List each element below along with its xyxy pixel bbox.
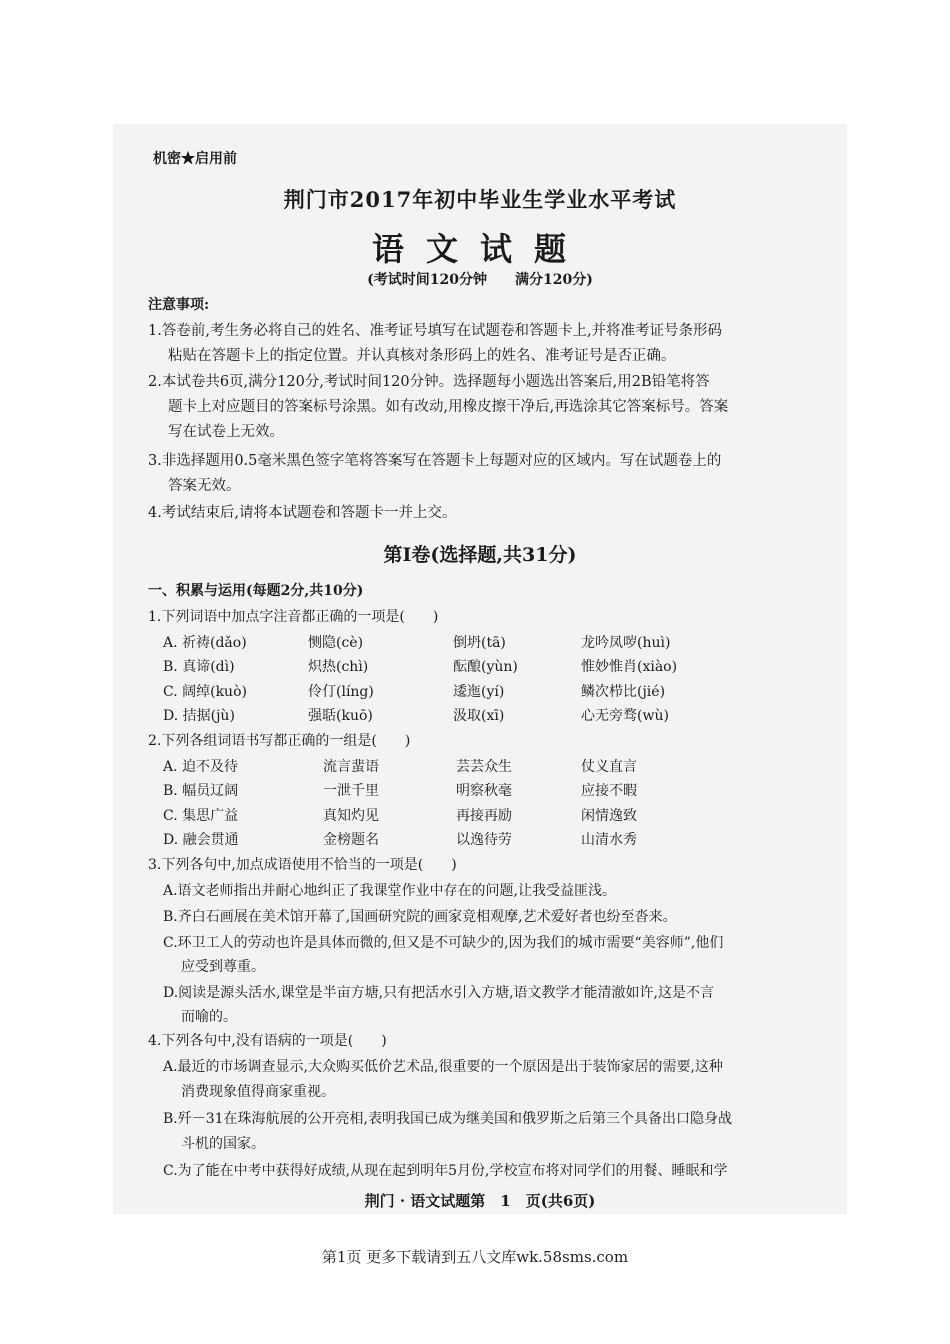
q1-option: 倒坍(tā) xyxy=(453,635,506,651)
q3-option: B.齐白石画展在美术馆开幕了,国画研究院的画家竞相观摩,艺术爱好者也纷至沓来。 xyxy=(163,909,677,925)
note-line: 写在试卷上无效。 xyxy=(168,424,284,440)
question-3-stem: 3.下列各句中,加点成语使用不恰当的一项是( ) xyxy=(148,857,457,873)
q2-option: 仗义直言 xyxy=(581,759,637,775)
note-line: 3.非选择题用0.5毫米黑色签字笔将答案写在答题卡上每题对应的区域内。写在试题卷上的 xyxy=(148,453,722,469)
exam-page-scan xyxy=(113,124,847,1214)
notes-heading: 注意事项: xyxy=(148,297,210,313)
note-line: 答案无效。 xyxy=(168,478,241,494)
q4-option: A.最近的市场调查显示,大众购买低价艺术品,很重要的一个原因是出于装饰家居的需要,这种 xyxy=(163,1059,723,1075)
q2-option: 流言蜚语 xyxy=(323,759,379,775)
q1-option: 鳞次栉比(jié) xyxy=(581,684,666,700)
question-4-stem: 4.下列各句中,没有语病的一项是( ) xyxy=(148,1033,387,1049)
q1-option: 龙吟凤哕(huì) xyxy=(581,635,671,651)
part-heading: 一、积累与运用(每题2分,共10分) xyxy=(148,583,364,599)
q2-option: B. 幅员辽阔 xyxy=(163,783,239,799)
subject-title: 语文试题 xyxy=(371,230,588,268)
q1-option: 酝酿(yùn) xyxy=(453,659,518,675)
time-info: (考试时间120分钟 满分120分) xyxy=(367,272,593,288)
q3-option: 应受到尊重。 xyxy=(181,959,265,975)
secret-label: 机密★启用前 xyxy=(153,151,237,167)
q3-option: A.语文老师指出并耐心地纠正了我课堂作业中存在的问题,让我受益匪浅。 xyxy=(163,883,617,899)
q2-option: 以逸待劳 xyxy=(456,832,512,848)
q2-option: 芸芸众生 xyxy=(456,759,512,775)
q4-option: 斗机的国家。 xyxy=(181,1136,265,1152)
q3-option: C.环卫工人的劳动也许是具体而微的,但又是不可缺少的,因为我们的城市需要“美容师”,他们 xyxy=(163,935,724,951)
q2-option: C. 集思广益 xyxy=(163,808,239,824)
q1-option: 炽热(chì) xyxy=(308,659,369,675)
note-line: 1.答卷前,考生务必将自己的姓名、准考证号填写在试题卷和答题卡上,并将准考证号条形码 xyxy=(148,323,723,339)
note-line: 4.考试结束后,请将本试题卷和答题卡一并上交。 xyxy=(148,505,457,521)
q3-option: D.阅读是源头活水,课堂是半亩方塘,只有把活水引入方塘,语文教学才能清澈如许,这是不言 xyxy=(163,985,714,1001)
note-line: 2.本试卷共6页,满分120分,考试时间120分钟。选择题每小题选出答案后,用2B铅笔将答 xyxy=(148,374,710,390)
q1-option: D. 拮据(jù) xyxy=(163,708,235,724)
q1-option: C. 阔绰(kuò) xyxy=(163,684,247,700)
q2-option: 再接再励 xyxy=(456,808,512,824)
q1-option: 恻隐(cè) xyxy=(308,635,364,651)
q3-option: 而喻的。 xyxy=(181,1009,237,1025)
q1-option: B. 真谛(dì) xyxy=(163,659,235,675)
q1-option: A. 祈祷(dǎo) xyxy=(163,635,247,651)
note-line: 粘贴在答题卡上的指定位置。并认真核对条形码上的姓名、准考证号是否正确。 xyxy=(168,348,676,364)
question-2-stem: 2.下列各组词语书写都正确的一组是( ) xyxy=(148,733,411,749)
q2-option: 山清水秀 xyxy=(581,832,637,848)
q1-option: 强聒(kuō) xyxy=(308,708,373,724)
q2-option: A. 迫不及待 xyxy=(163,759,239,775)
page-footer: 荆门 · 语文试题第 1 页(共6页) xyxy=(364,1192,596,1210)
q4-option: B.歼－31在珠海航展的公开亮相,表明我国已成为继美国和俄罗斯之后第三个具备出口隐身战 xyxy=(163,1111,733,1127)
q2-option: 一泄千里 xyxy=(323,783,379,799)
q2-option: D. 融会贯通 xyxy=(163,832,239,848)
section-title: 第Ⅰ卷(选择题,共31分) xyxy=(383,544,577,566)
q2-option: 明察秋毫 xyxy=(456,783,512,799)
q2-option: 闲情逸致 xyxy=(581,808,637,824)
question-1-stem: 1.下列词语中加点字注音都正确的一项是( ) xyxy=(148,609,439,625)
download-note: 第1页 更多下载请到五八文库wk.58sms.com xyxy=(321,1248,629,1266)
q1-option: 伶仃(líng) xyxy=(308,684,374,700)
q4-option: 消费现象值得商家重视。 xyxy=(181,1084,335,1100)
q2-option: 应接不暇 xyxy=(581,783,637,799)
q1-option: 心无旁骛(wù) xyxy=(581,708,669,724)
q4-option: C.为了能在中考中获得好成绩,从现在起到明年5月份,学校宣布将对同学们的用餐、睡眠和学 xyxy=(163,1163,728,1179)
q1-option: 惟妙惟肖(xiào) xyxy=(581,659,678,675)
note-line: 题卡上对应题目的答案标号涂黑。如有改动,用橡皮擦干净后,再选涂其它答案标号。答案 xyxy=(168,399,729,415)
q2-option: 金榜题名 xyxy=(323,832,379,848)
exam-title: 荆门市2017年初中毕业生学业水平考试 xyxy=(283,187,677,212)
q1-option: 逶迤(yí) xyxy=(453,684,505,700)
q2-option: 真知灼见 xyxy=(323,808,379,824)
q1-option: 汲取(xī) xyxy=(453,708,505,724)
